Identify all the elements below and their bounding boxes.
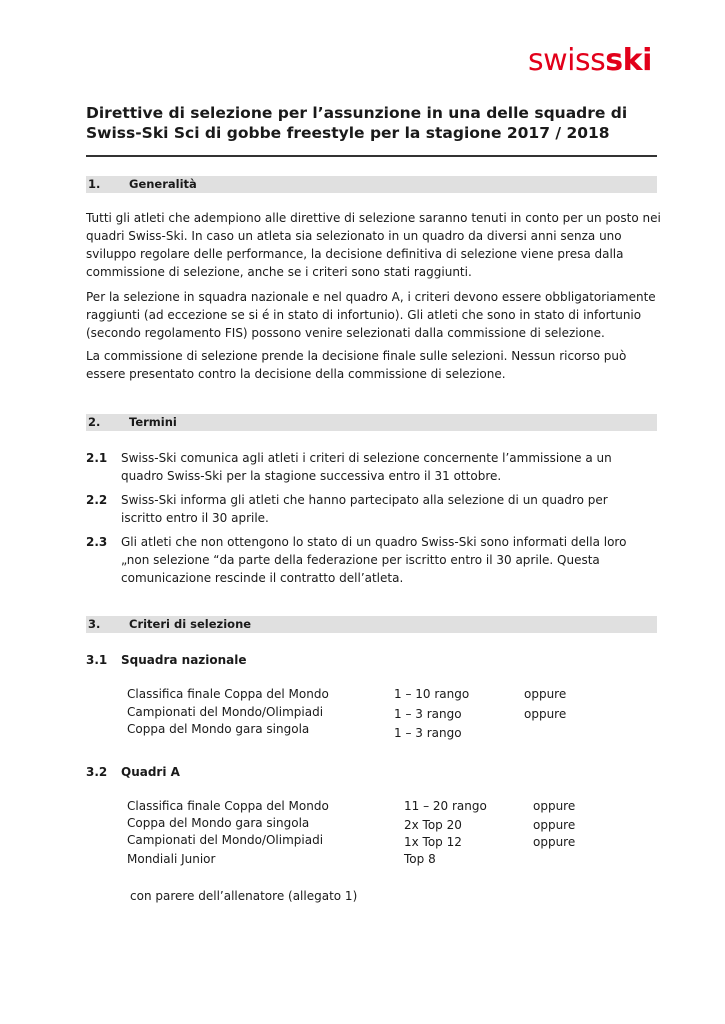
subsection-heading-quadri-a (86, 763, 180, 781)
subsection-title: Squadra nazionale (121, 653, 247, 667)
section-header-generalita (86, 176, 657, 193)
term-number: 2.3 (86, 535, 108, 549)
general-paragraph: La commissione di selezione prende la decisione finale sulle selezioni. Nessun ricorso può essere presentato contro la decisione della commissione di selezione. (86, 349, 627, 381)
criterion-value: 1 – 3 rango (394, 707, 462, 721)
term-number: 2.2 (86, 493, 108, 507)
section-title: Termini (129, 415, 177, 429)
criterion-value: 2x Top 20 (404, 818, 462, 832)
term-text: Swiss-Ski comunica agli atleti i criteri di selezione concernente l’ammissione a un quadro Swiss-Ski per la stagione successiva entro il 31 ottobre. (121, 451, 612, 483)
general-paragraph: Per la selezione in squadra nazionale e nel quadro A, i criteri devono essere obbligatoriamente raggiunti (ad eccezione se si é in stato di infortunio). Gli atleti che sono in stato di infortunio (secondo regolamento FIS) possono venire selezionati dalla commissione di selezione. (86, 290, 656, 340)
section-title: Generalità (129, 177, 197, 191)
swiss-ski-logo (528, 44, 652, 78)
criterion-connector: oppure (533, 818, 576, 832)
criterion-connector: oppure (533, 835, 576, 849)
criterion-label: Campionati del Mondo/Olimpiadi (127, 705, 324, 719)
section-title: Criteri di selezione (129, 617, 252, 631)
subsection-title: Quadri A (121, 765, 180, 779)
criterion-connector: oppure (524, 707, 567, 721)
criterion-label: Mondiali Junior (127, 852, 216, 866)
subsection-number: 3.1 (86, 653, 108, 667)
section-header-termini (86, 414, 657, 431)
criterion-value: Top 8 (404, 852, 436, 866)
criterion-value: 1 – 10 rango (394, 687, 470, 701)
logo-text-ski: ski (605, 43, 652, 78)
criterion-connector: oppure (533, 799, 576, 813)
title-divider (86, 155, 657, 157)
term-text: Gli atleti che non ottengono lo stato di un quadro Swiss-Ski sono informati della loro „non selezione “da parte della federazione per iscritto entro il 30 aprile. Questa comunicazione rescinde il contratto dell’atleta. (121, 535, 627, 585)
criterion-value: 11 – 20 rango (404, 799, 487, 813)
subsection-heading-squadra-nazionale (86, 651, 247, 669)
coach-opinion-note: con parere dell’allenatore (allegato 1) (130, 889, 358, 903)
logo-text-swiss: swiss (528, 43, 606, 78)
section-header-criteri (86, 616, 657, 633)
criterion-value: 1x Top 12 (404, 835, 462, 849)
section-number: 1. (88, 177, 101, 191)
term-number: 2.1 (86, 451, 108, 465)
criterion-label: Coppa del Mondo gara singola (127, 816, 310, 830)
criterion-label: Classifica finale Coppa del Mondo (127, 687, 329, 701)
term-text: Swiss-Ski informa gli atleti che hanno partecipato alla selezione di un quadro per iscritto entro il 30 aprile. (121, 493, 608, 525)
document-title: Direttive di selezione per l’assunzione in una delle squadre di Swiss-Ski Sci di gobbe freestyle per la stagione 2017 / 2018 (86, 104, 628, 142)
criterion-label: Campionati del Mondo/Olimpiadi (127, 833, 324, 847)
criterion-connector: oppure (524, 687, 567, 701)
general-paragraph: Tutti gli atleti che adempiono alle direttive di selezione saranno tenuti in conto per un posto nei quadri Swiss-Ski. In caso un atleta sia selezionato in un quadro da diversi anni senza uno sviluppo regolare delle performance, la decisione definitiva di selezione viene presa dalla commissione di selezione, anche se i criteri sono stati raggiunti. (86, 211, 661, 279)
criterion-value: 1 – 3 rango (394, 726, 462, 740)
section-number: 2. (88, 415, 101, 429)
subsection-number: 3.2 (86, 765, 108, 779)
criterion-label: Coppa del Mondo gara singola (127, 722, 310, 736)
section-number: 3. (88, 617, 101, 631)
criterion-label: Classifica finale Coppa del Mondo (127, 799, 329, 813)
